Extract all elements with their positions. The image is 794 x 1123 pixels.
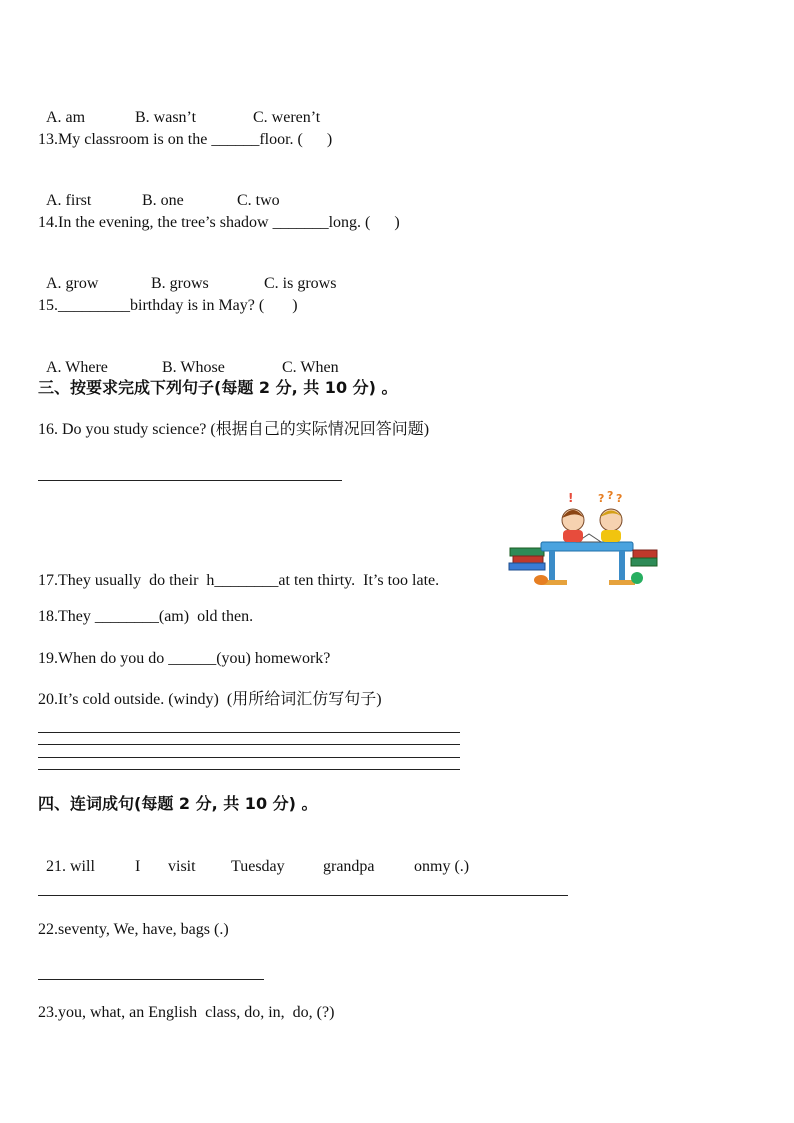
q20-answer-line[interactable] — [38, 769, 460, 770]
q22-question: 22.seventy, We, have, bags (.) — [38, 921, 229, 938]
q21-word: visit — [168, 858, 196, 875]
q15-option-c: C. When — [282, 359, 339, 376]
q17-question: 17.They usually do their h________at ten thirty. It’s too late. — [38, 572, 440, 589]
q12-option-c: C. weren’t — [253, 109, 321, 126]
q21-answer-line[interactable] — [38, 895, 568, 896]
q21-word: Tuesday — [231, 858, 285, 875]
q13-options — [38, 171, 280, 211]
section-4-title: 四、连词成句(每题 2 分, 共 10 分) 。 — [38, 794, 318, 813]
q15-question: 15._________birthday is in May? ( ) — [38, 297, 298, 314]
q21-word: grandpa — [323, 858, 375, 875]
q12-option-b: B. wasn’t — [135, 109, 197, 126]
q20-answer-line[interactable] — [38, 757, 460, 758]
q12-options — [38, 88, 320, 128]
q16-answer-line[interactable] — [38, 480, 342, 481]
q22-answer-line[interactable] — [38, 979, 264, 980]
q12-option-a: A. am — [46, 109, 86, 126]
q14-question: 14.In the evening, the tree’s shadow _______long. ( ) — [38, 214, 400, 231]
svg-text:?: ? — [616, 492, 623, 505]
q21-word: onmy (.) — [414, 858, 470, 875]
children-studying-illustration-icon — [505, 490, 660, 590]
q15-options — [38, 338, 339, 378]
q18-question: 18.They ________(am) old then. — [38, 608, 254, 625]
q21-word: 21. will — [46, 858, 95, 875]
q21-words — [38, 837, 469, 877]
q14-option-c: C. is grows — [264, 275, 337, 292]
q13-option-b: B. one — [142, 192, 184, 209]
q13-question: 13.My classroom is on the ______floor. ( ) — [38, 131, 333, 148]
q23-question: 23.you, what, an English class, do, in, do, (?) — [38, 1004, 335, 1021]
q15-option-b: B. Whose — [162, 359, 225, 376]
q14-option-b: B. grows — [151, 275, 209, 292]
q20-answer-line[interactable] — [38, 732, 460, 733]
svg-text:?: ? — [607, 490, 614, 502]
svg-text:?: ? — [598, 492, 605, 505]
q14-options — [38, 254, 336, 294]
q19-question: 19.When do you do ______(you) homework? — [38, 650, 331, 667]
svg-text:!: ! — [568, 491, 574, 505]
q13-option-c: C. two — [237, 192, 280, 209]
q16-question: 16. Do you study science? (根据自己的实际情况回答问题) — [38, 421, 430, 438]
q14-option-a: A. grow — [46, 275, 99, 292]
section-3-title: 三、按要求完成下列句子(每题 2 分, 共 10 分) 。 — [38, 378, 398, 397]
q21-word: I — [135, 858, 141, 875]
q20-question: 20.It’s cold outside. (windy) (用所给词汇仿写句子) — [38, 691, 382, 708]
q13-option-a: A. first — [46, 192, 92, 209]
q20-answer-line[interactable] — [38, 744, 460, 745]
q15-option-a: A. Where — [46, 359, 108, 376]
